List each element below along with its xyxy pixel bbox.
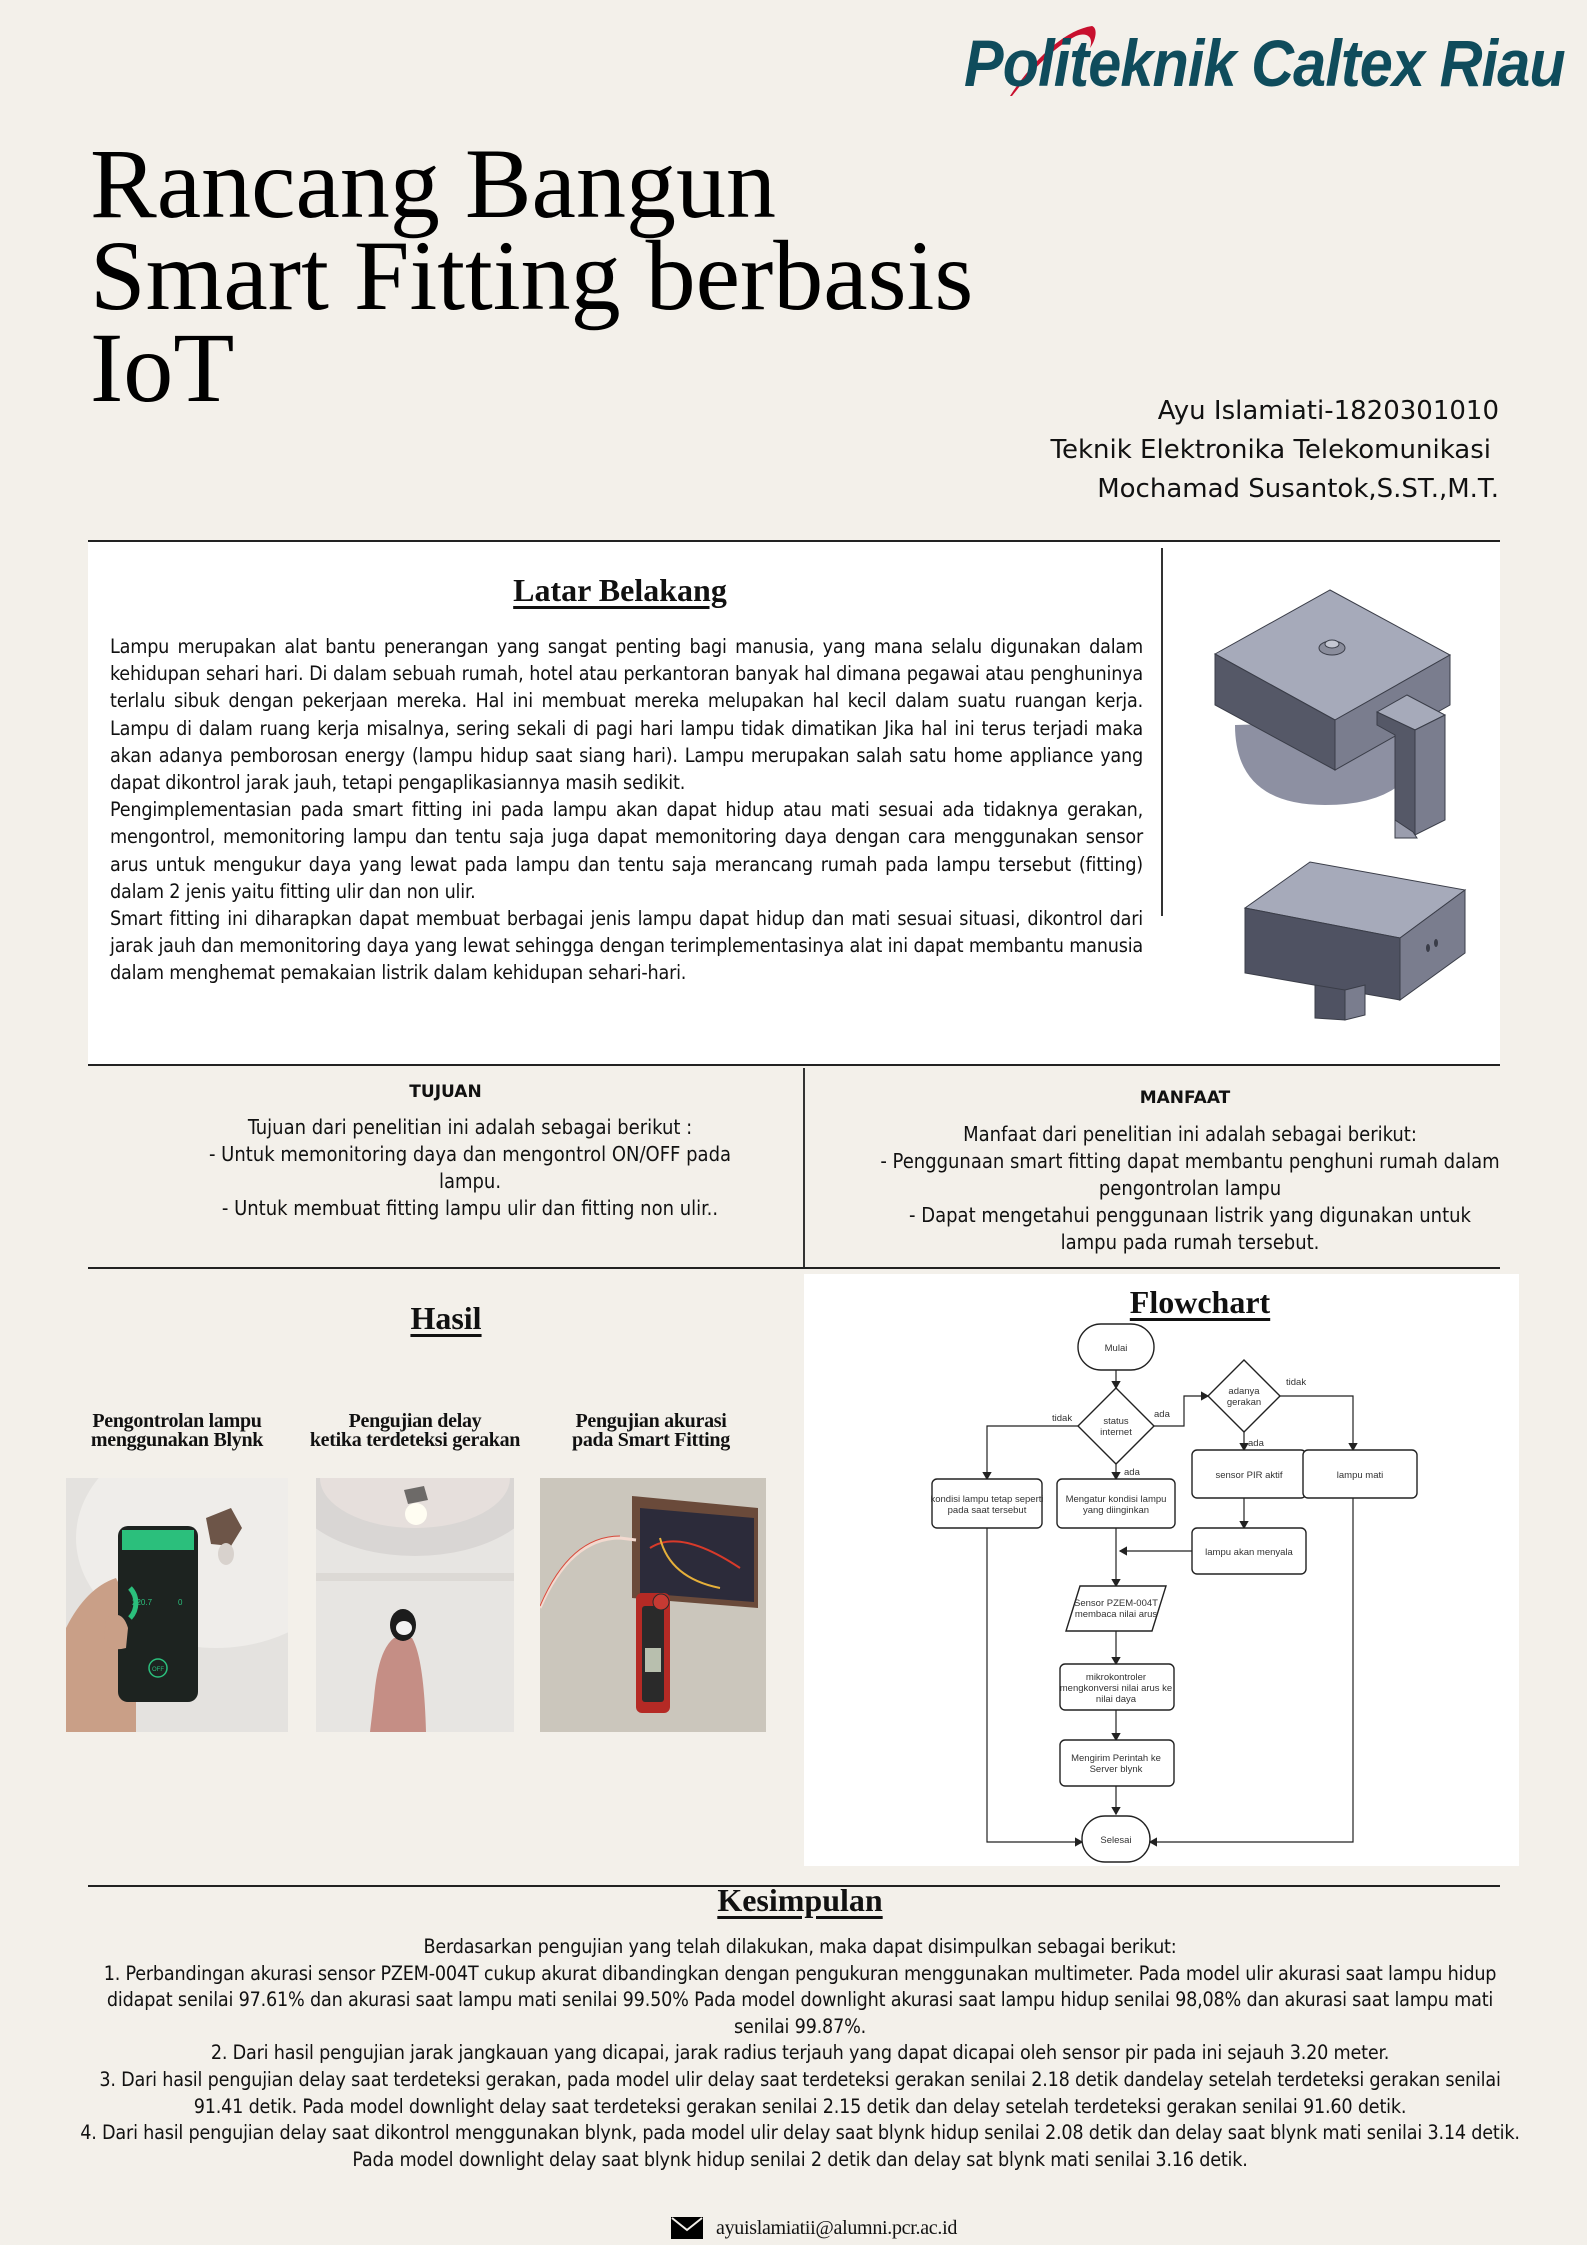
objectives-line: - Untuk membuat fitting lampu ulir dan fitting non ulir..	[221, 1196, 719, 1220]
caption-line: pada Smart Fitting	[572, 1429, 730, 1451]
study-program: Teknik Elektronika Telekomunikasi	[1050, 435, 1491, 465]
flow-label: Sensor PZEM-004T	[1074, 1598, 1158, 1609]
title-line: Rancang Bangun	[90, 128, 776, 239]
background-section-title: Latar Belakang	[513, 572, 727, 608]
email-address[interactable]: ayuislamiatii@alumni.pcr.ac.id	[716, 2216, 958, 2239]
conclusion-point: 4. Dari hasil pengujian delay saat dikontrol menggunakan blynk, pada model ulir delay saat blynk hidup senilai 2.08 detik dan delay saat blynk mati senilai 3.14 detik. Pada model downlight delay saat blynk hidup senilai 2 detik dan delay sat blynk mati senilai 3.16 detik.	[80, 2121, 1520, 2171]
conclusion-point: 3. Dari hasil pengujian delay saat terdeteksi gerakan, pada model ulir delay saat terdeteksi gerakan senilai 2.18 detik dandelay setelah terdeteksi gerakan senilai 91.41 detik. Pada model downlight delay saat terdeteksi gerakan senilai 2.15 detik dan delay setelah terdeteksi gerakan senilai 91.60 detik.	[99, 2067, 1501, 2118]
lit-lamp	[405, 1503, 427, 1525]
phone-switch-state: OFF	[152, 1667, 164, 1673]
conclusion-section-title: Kesimpulan	[717, 1882, 883, 1918]
photo-caption-blynk	[66, 1412, 288, 1450]
paragraph: Pengimplementasian pada smart fitting ini pada lampu akan dapat hidup atau mati sesuai ada tidaknya gerakan, mengontrol, memonitoring lampu dan tentu saja juga dapat memonitoring daya dengan cara menggunakan sensor arus untuk mengukur daya yang lewat pada lampu dan tentu saja merancang rumah pada lampu tersebut (fitting) dalam 2 jenis yaitu fitting ulir dan non ulir.	[110, 798, 1143, 903]
flow-label: nilai daya	[1095, 1694, 1137, 1705]
benefits-line: - Penggunaan smart fitting dapat membantu penghuni rumah dalam pengontrolan lampu	[880, 1149, 1500, 1200]
caption-line: Pengujian delay	[348, 1410, 482, 1432]
paragraph: Smart fitting ini diharapkan dapat membuat berbagai jenis lampu dapat hidup dan mati sesuai situasi, dikontrol dari jarak jauh dan memonitoring daya yang lewat sehingga dengan terimplementasinya alat ini dapat membantu manusia dalam menghemat pemakaian listrik dalam kehidupan sehari-hari.	[110, 907, 1143, 985]
results-section-title: Hasil	[410, 1300, 482, 1336]
title-line: IoT	[90, 312, 235, 423]
cad-fitting-drawings	[1195, 570, 1485, 1030]
photo-caption-delay	[295, 1412, 535, 1450]
flow-label: kondisi lampu tetap seperti	[930, 1494, 1044, 1505]
section-divider	[88, 1267, 1500, 1269]
flowchart-diagram	[804, 1274, 1519, 1866]
flow-edge-label: tidak	[1052, 1413, 1073, 1424]
flow-label: mikrokontroler	[1085, 1672, 1147, 1683]
photo-caption-accuracy	[552, 1412, 750, 1450]
photo-motion-delay-test	[316, 1478, 514, 1732]
author-name: Ayu Islamiati-1820301010	[1157, 396, 1499, 426]
flow-edge-label: ada	[1248, 1438, 1264, 1449]
flow-label: pada saat tersebut	[947, 1505, 1027, 1516]
flow-label: Mengatur kondisi lampu	[1065, 1494, 1167, 1505]
benefits-title: MANFAAT	[1139, 1088, 1231, 1108]
benefits-line: - Dapat mengetahui penggunaan listrik yang digunakan untuk lampu pada rumah tersebut.	[909, 1203, 1471, 1254]
flow-label: lampu akan menyala	[1205, 1547, 1293, 1558]
title-line: Smart Fitting berbasis	[90, 220, 974, 331]
flowchart-section-title: Flowchart	[1129, 1284, 1271, 1320]
flow-label: adanya	[1228, 1386, 1260, 1397]
photo-blynk-control	[66, 1478, 288, 1732]
benefits-line: Manfaat dari penelitian ini adalah sebagai berikut:	[963, 1122, 1417, 1146]
flow-edge-label: ada	[1154, 1409, 1170, 1420]
caption-line: ketika terdeteksi gerakan	[309, 1429, 521, 1451]
flow-edge-label: tidak	[1286, 1377, 1307, 1388]
conclusion-body	[80, 1934, 1520, 2173]
flow-label: sensor PIR aktif	[1215, 1470, 1283, 1481]
objectives-title: TUJUAN	[409, 1082, 482, 1102]
caption-line: menggunakan Blynk	[90, 1429, 264, 1451]
phone-voltage-reading: 220.7	[132, 1598, 153, 1607]
flow-label: internet	[1100, 1427, 1132, 1438]
contact-email	[670, 2214, 1030, 2242]
flow-label: gerakan	[1226, 1397, 1262, 1408]
caption-line: Pengontrolan lampu	[92, 1410, 262, 1432]
paragraph: Lampu merupakan alat bantu penerangan yang sangat penting bagi manusia, yang mana selalu digunakan dalam kehidupan sehari hari. Di dalam sebuah rumah, hotel atau perkantoran banyak hal dimana pegawai atau penghuninya terlalu sibuk dengan pekerjaan mereka. Hal ini membuat mereka melupakan hal kecil dalam suatu ruangan kerja. Lampu di dalam ruang kerja misalnya, sering sekali di pagi hari lampu tidak dimatikan Jika hal ini terus terjadi maka akan adanya pemborosan energy (lampu hidup saat siang hari). Lampu merupakan salah satu home appliance yang dapat dikontrol jarak jauh, tetapi pengaplikasiannya masih sedikit.	[110, 635, 1143, 795]
supervisor-name: Mochamad Susantok,S.ST.,M.T.	[1097, 474, 1499, 504]
conclusion-point: 1. Perbandingan akurasi sensor PZEM-004T cukup akurat dibandingkan dengan pengukuran menggunakan multimeter. Pada model ulir akurasi saat lampu hidup didapat senilai 97.61% dan akurasi saat lampu mati senilai 99.50% Pada model downlight akurasi saat lampu hidup senilai 98,08% dan akurasi saat lampu mati senilai 99.87%.	[103, 1961, 1497, 2038]
phone-power-reading: 0	[178, 1598, 183, 1607]
flow-label: yang diinginkan	[1082, 1505, 1150, 1516]
background-section-body	[110, 633, 1143, 987]
phone	[118, 1526, 198, 1702]
flow-label: status	[1103, 1416, 1129, 1427]
clamp-meter	[636, 1593, 670, 1713]
benefits-body	[880, 1121, 1500, 1256]
flow-label: lampu mati	[1336, 1470, 1384, 1481]
cad-fitting-ulir	[1215, 590, 1450, 838]
mail-icon	[670, 2216, 704, 2240]
flow-label: membaca nilai arus	[1074, 1609, 1158, 1620]
flow-label: Mulai	[1104, 1343, 1128, 1354]
author-block	[859, 392, 1499, 509]
objectives-body	[190, 1114, 750, 1222]
section-divider	[1161, 548, 1163, 916]
flow-label: Selesai	[1100, 1835, 1132, 1846]
conclusion-point: 2. Dari hasil pengujian jarak jangkauan yang dicapai, jarak radius terjauh yang dapat dicapai oleh sensor pir pada ini sejauh 3.20 meter.	[210, 2041, 1390, 2065]
poster-title	[90, 128, 1110, 423]
conclusion-intro: Berdasarkan pengujian yang telah dilakukan, maka dapat disimpulkan sebagai berikut:	[423, 1935, 1177, 1958]
flow-label: Server blynk	[1089, 1764, 1143, 1775]
objectives-line: - Untuk memonitoring daya dan mengontrol ON/OFF pada lampu.	[208, 1142, 732, 1193]
institution-logo: Politeknik Caltex Riau	[964, 26, 1565, 100]
flow-edge-label: ada	[1124, 1467, 1140, 1478]
cad-fitting-downlight	[1245, 862, 1465, 1020]
caption-line: Pengujian akurasi	[575, 1410, 727, 1432]
flow-label: mengkonversi nilai arus ke	[1059, 1683, 1173, 1694]
flow-label: Mengirim Perintah ke	[1071, 1753, 1161, 1764]
objectives-line: Tujuan dari penelitian ini adalah sebagai berikut :	[247, 1115, 693, 1139]
photo-accuracy-test	[540, 1478, 766, 1732]
